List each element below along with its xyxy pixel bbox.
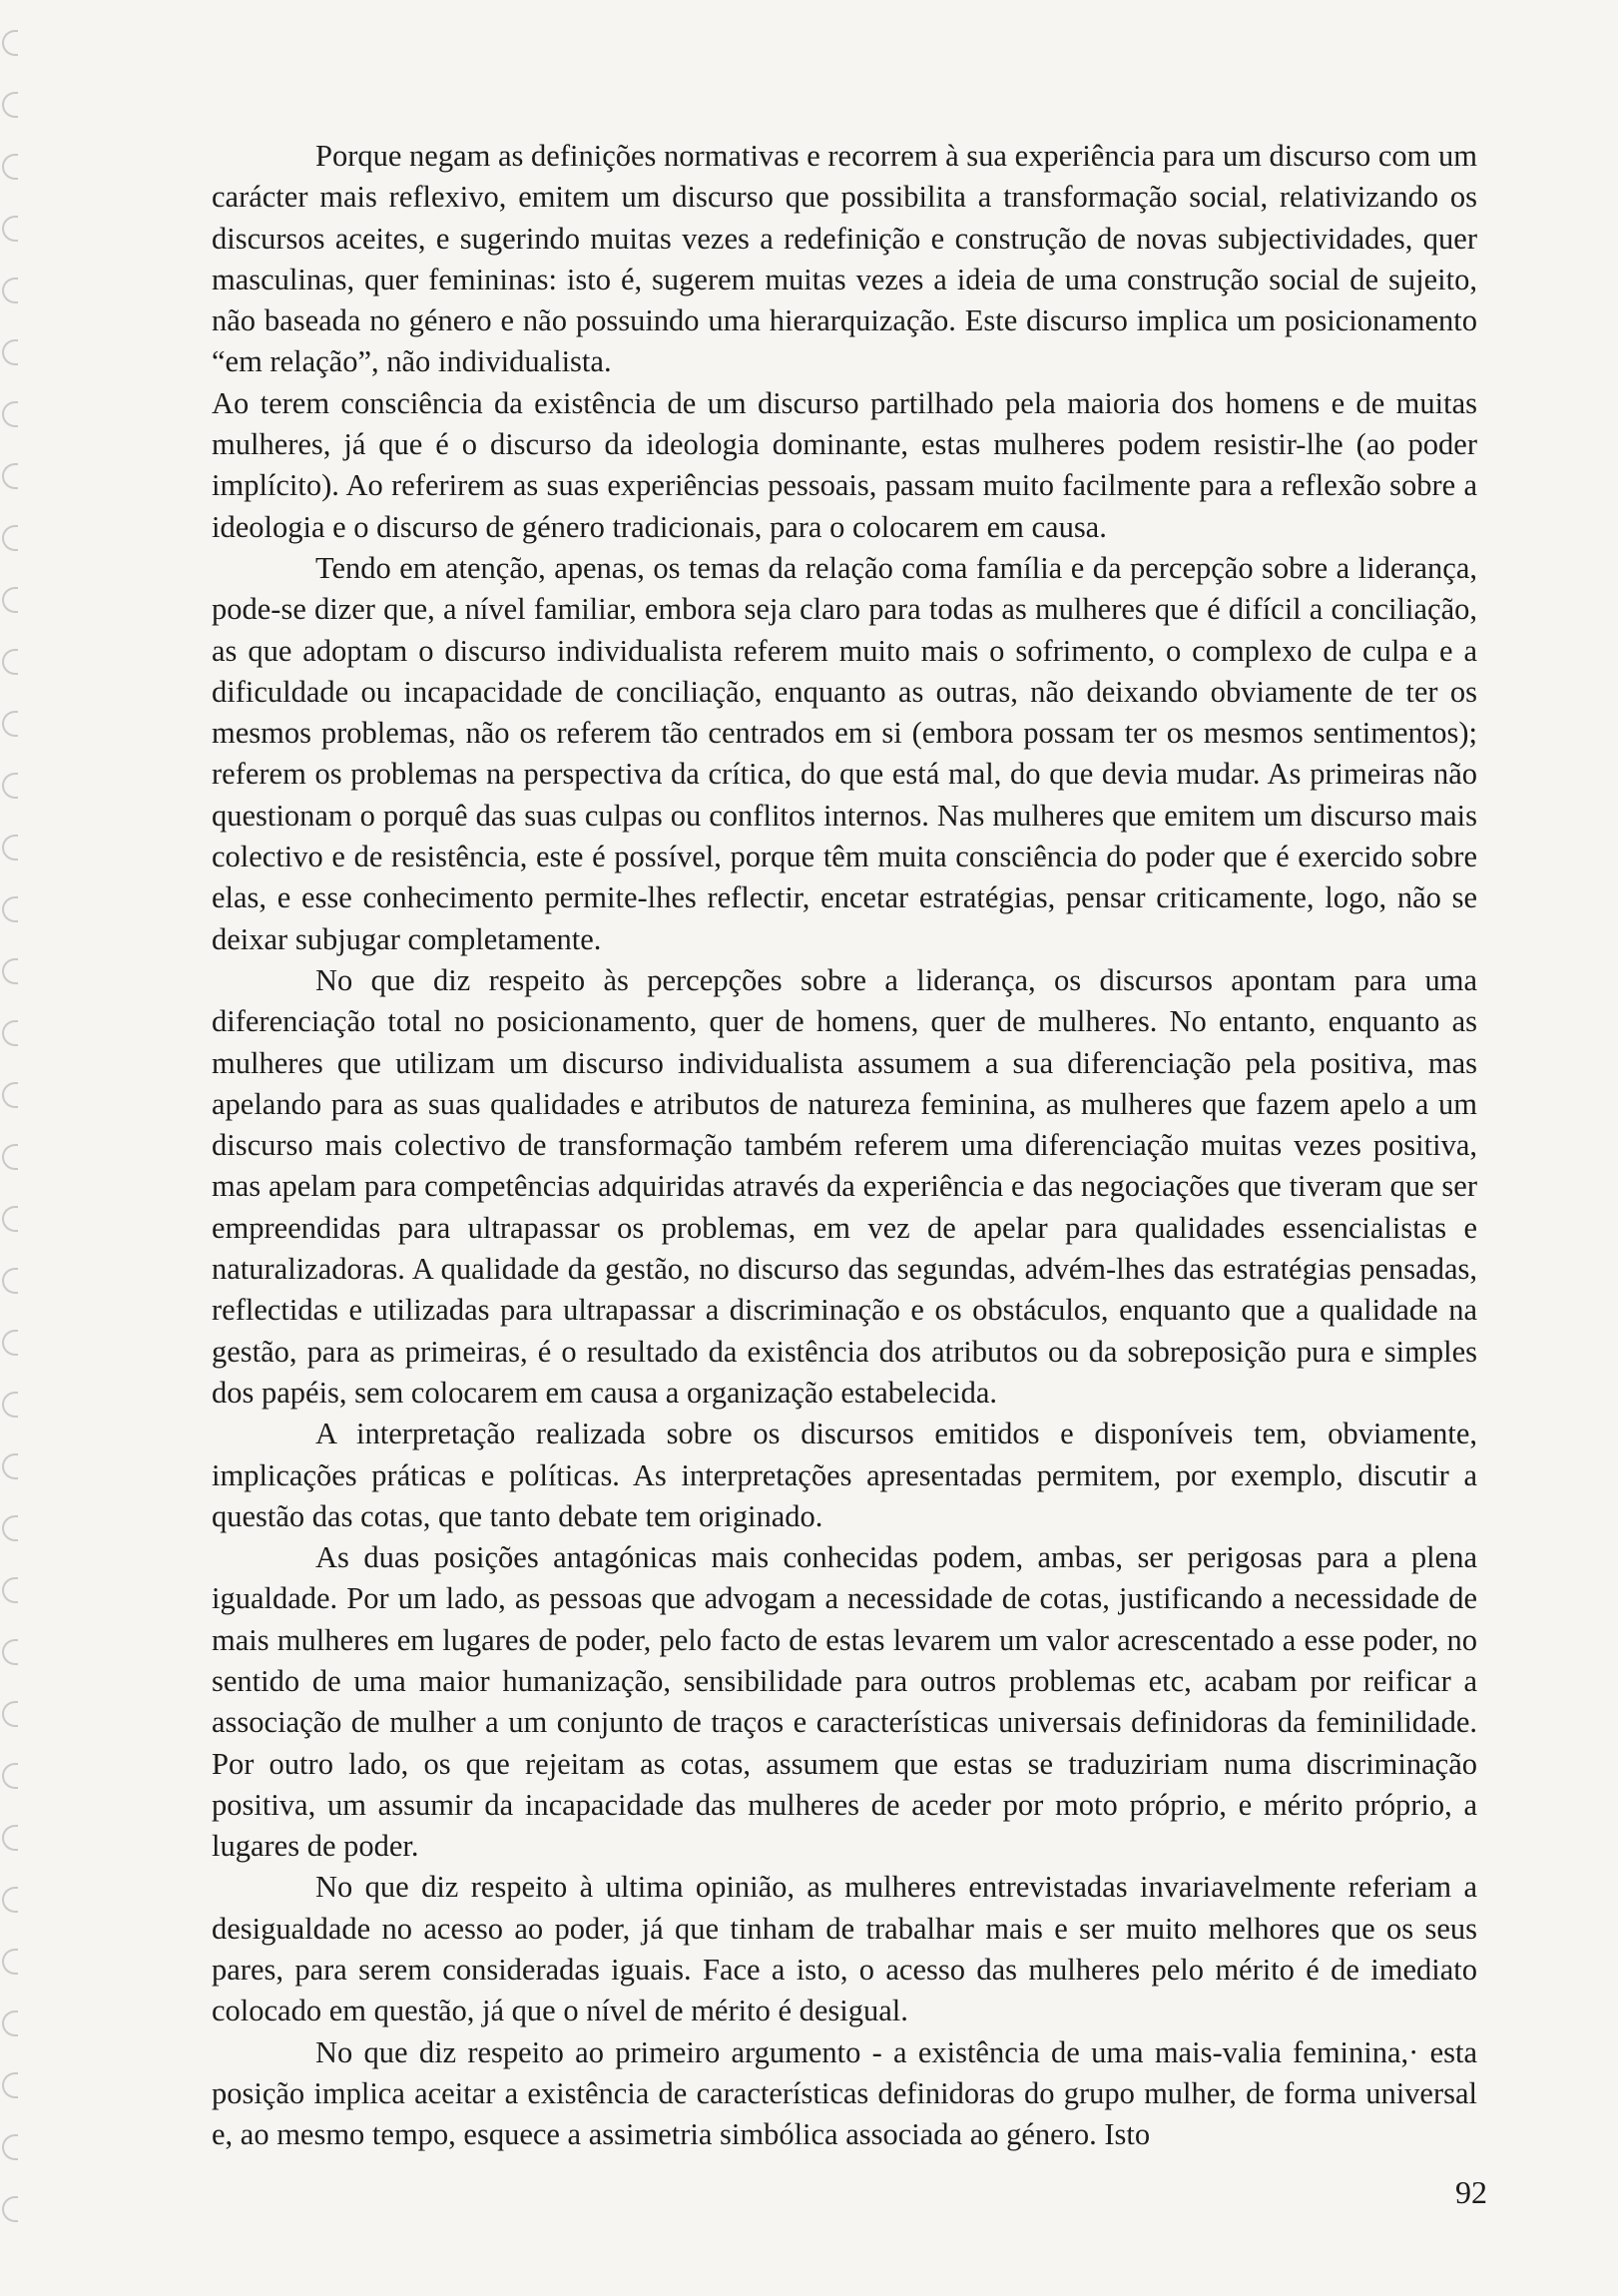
binding-ring [2,835,18,861]
binding-ring [2,154,18,180]
paragraph: Ao terem consciência da existência de um discurso partilhado pela maioria dos homens e de muitas mulheres, já que é o discurso da ideologia dominante, estas mulheres podem resistir-lhe (ao poder implícito). Ao referirem as suas experiências pessoais, passam muito facilmente para a reflexão sobre a ideologia e o discurso de género tradicionais, para o colocarem em causa. [212,385,1477,544]
binding-ring [2,525,18,551]
binding-ring [2,1268,18,1294]
binding-ring [2,1887,18,1913]
page-number: 92 [1455,2174,1487,2210]
binding-ring [2,216,18,242]
binding-ring [2,1082,18,1108]
paragraph: Porque negam as definições normativas e recorrem à sua experiência para um discurso com um carácter mais reflexivo, emitem um discurso que possibilita a transformação social, relativizando os discursos aceites, e sugerindo muitas vezes a redefinição e construção de novas subjectividades, quer masculinas, quer femininas: isto é, sugerem muitas vezes a ideia de uma construção social de sujeito, não baseada no género e não possuindo uma hierarquização. Este discurso implica um posicionamento “em relação”, não individualista. [212,139,1477,379]
binding-ring [2,30,18,56]
binding-ring [2,896,18,922]
binding-ring [2,1206,18,1232]
paragraph: As duas posições antagónicas mais conhecidas podem, ambas, ser perigosas para a plena igualdade. Por um lado, as pessoas que advogam a necessidade de cotas, justificando a necessidade de mais mulheres em lugares de poder, pelo facto de estas levarem um valor acrescentado a esse poder, no sentido de uma maior humanização, sensibilidade para outros problemas etc, acabam por reificar a associação de mulher a um conjunto de traços e características universais definidoras da feminilidade. Por outro lado, os que rejeitam as cotas, assumem que estas se traduziriam numa discriminação positiva, um assumir da incapacidade das mulheres de aceder por moto próprio, e mérito próprio, a lugares de poder. [212,1540,1477,1864]
paragraph: No que diz respeito ao primeiro argumento - a existência de uma mais-valia feminina,· esta posição implica aceitar a existência de características definidoras do grupo mulher, de forma universal e, ao mesmo tempo, esquece a assimetria simbólica associada ao género. Isto [212,2034,1477,2152]
binding-ring [2,2196,18,2222]
paragraph: No que diz respeito às percepções sobre a liderança, os discursos apontam para uma diferenciação total no posicionamento, quer de homens, quer de mulheres. No entanto, enquanto as mulheres que utilizam um discurso individualista assumem a sua diferenciação pela positiva, mas apelando para as suas qualidades e atributos de natureza feminina, as mulheres que fazem apelo a um discurso mais colectivo de transformação também referem uma diferenciação muitas vezes positiva, mas apelam para competências adquiridas através da experiência e das negociações que tiveram que ser empreendidas para ultrapassar os problemas, em vez de apelar para qualidades essencialistas e naturalizadoras. A qualidade da gestão, no discurso das segundas, advém-lhes das estratégias pensadas, reflectidas e utilizadas para ultrapassar a discriminação e os obstáculos, enquanto que a qualidade na gestão, para as primeiras, é o resultado da existência dos atributos ou da sobreposição pura e simples dos papéis, sem colocarem em causa a organização estabelecida. [212,962,1477,1410]
binding-ring [2,1453,18,1479]
binding-ring [2,1701,18,1727]
paragraph: No que diz respeito à ultima opinião, as mulheres entrevistadas invariavelmente referiam a desigualdade no acesso ao poder, já que tinham de trabalhar mais e ser muito melhores que os seus pares, para serem consideradas iguais. Face a isto, o acesso das mulheres pelo mérito é de imediato colocado em questão, já que o nível de mérito é desigual. [212,1870,1477,2028]
binding-ring [2,1639,18,1665]
binding-ring [2,1949,18,1975]
binding-ring [2,1330,18,1356]
binding-ring [2,711,18,737]
binding-ring [2,1392,18,1418]
spiral-binding [0,0,26,2296]
paragraph: A interpretação realizada sobre os discursos emitidos e disponíveis tem, obviamente, implicações práticas e políticas. As interpretações apresentadas permitem, por exemplo, discutir a questão das cotas, que tanto debate tem originado. [212,1417,1477,1533]
paragraph: Tendo em atenção, apenas, os temas da relação coma família e da percepção sobre a liderança, pode-se dizer que, a nível familiar, embora seja claro para todas as mulheres que é difícil a conciliação, as que adoptam o discurso individualista referem muito mais o sofrimento, o complexo de culpa e a dificuldade ou incapacidade de conciliação, enquanto as outras, não deixando obviamente de ter os mesmos problemas, não os referem tão centrados em si (embora possam ter os mesmos sentimentos); referem os problemas na perspectiva da crítica, do que está mal, do que devia mudar. As primeiras não questionam o porquê das suas culpas ou conflitos internos. Nas mulheres que emitem um discurso mais colectivo e de resistência, este é possível, porque têm muita consciência do poder que é exercido sobre elas, e esse conhecimento permite-lhes reflectir, encetar estratégias, pensar criticamente, logo, não se deixar subjugar completamente. [212,550,1477,956]
binding-ring [2,1020,18,1046]
binding-ring [2,773,18,799]
binding-ring [2,401,18,427]
binding-ring [2,1577,18,1603]
binding-ring [2,463,18,489]
binding-ring [2,2134,18,2160]
document-body [212,136,1477,2156]
binding-ring [2,958,18,984]
binding-ring [2,1763,18,1789]
binding-ring [2,339,18,365]
binding-ring [2,1515,18,1541]
binding-ring [2,649,18,675]
binding-ring [2,1825,18,1851]
binding-ring [2,278,18,303]
binding-ring [2,587,18,613]
binding-ring [2,2010,18,2036]
binding-ring [2,1144,18,1170]
binding-ring [2,2072,18,2098]
binding-ring [2,92,18,118]
